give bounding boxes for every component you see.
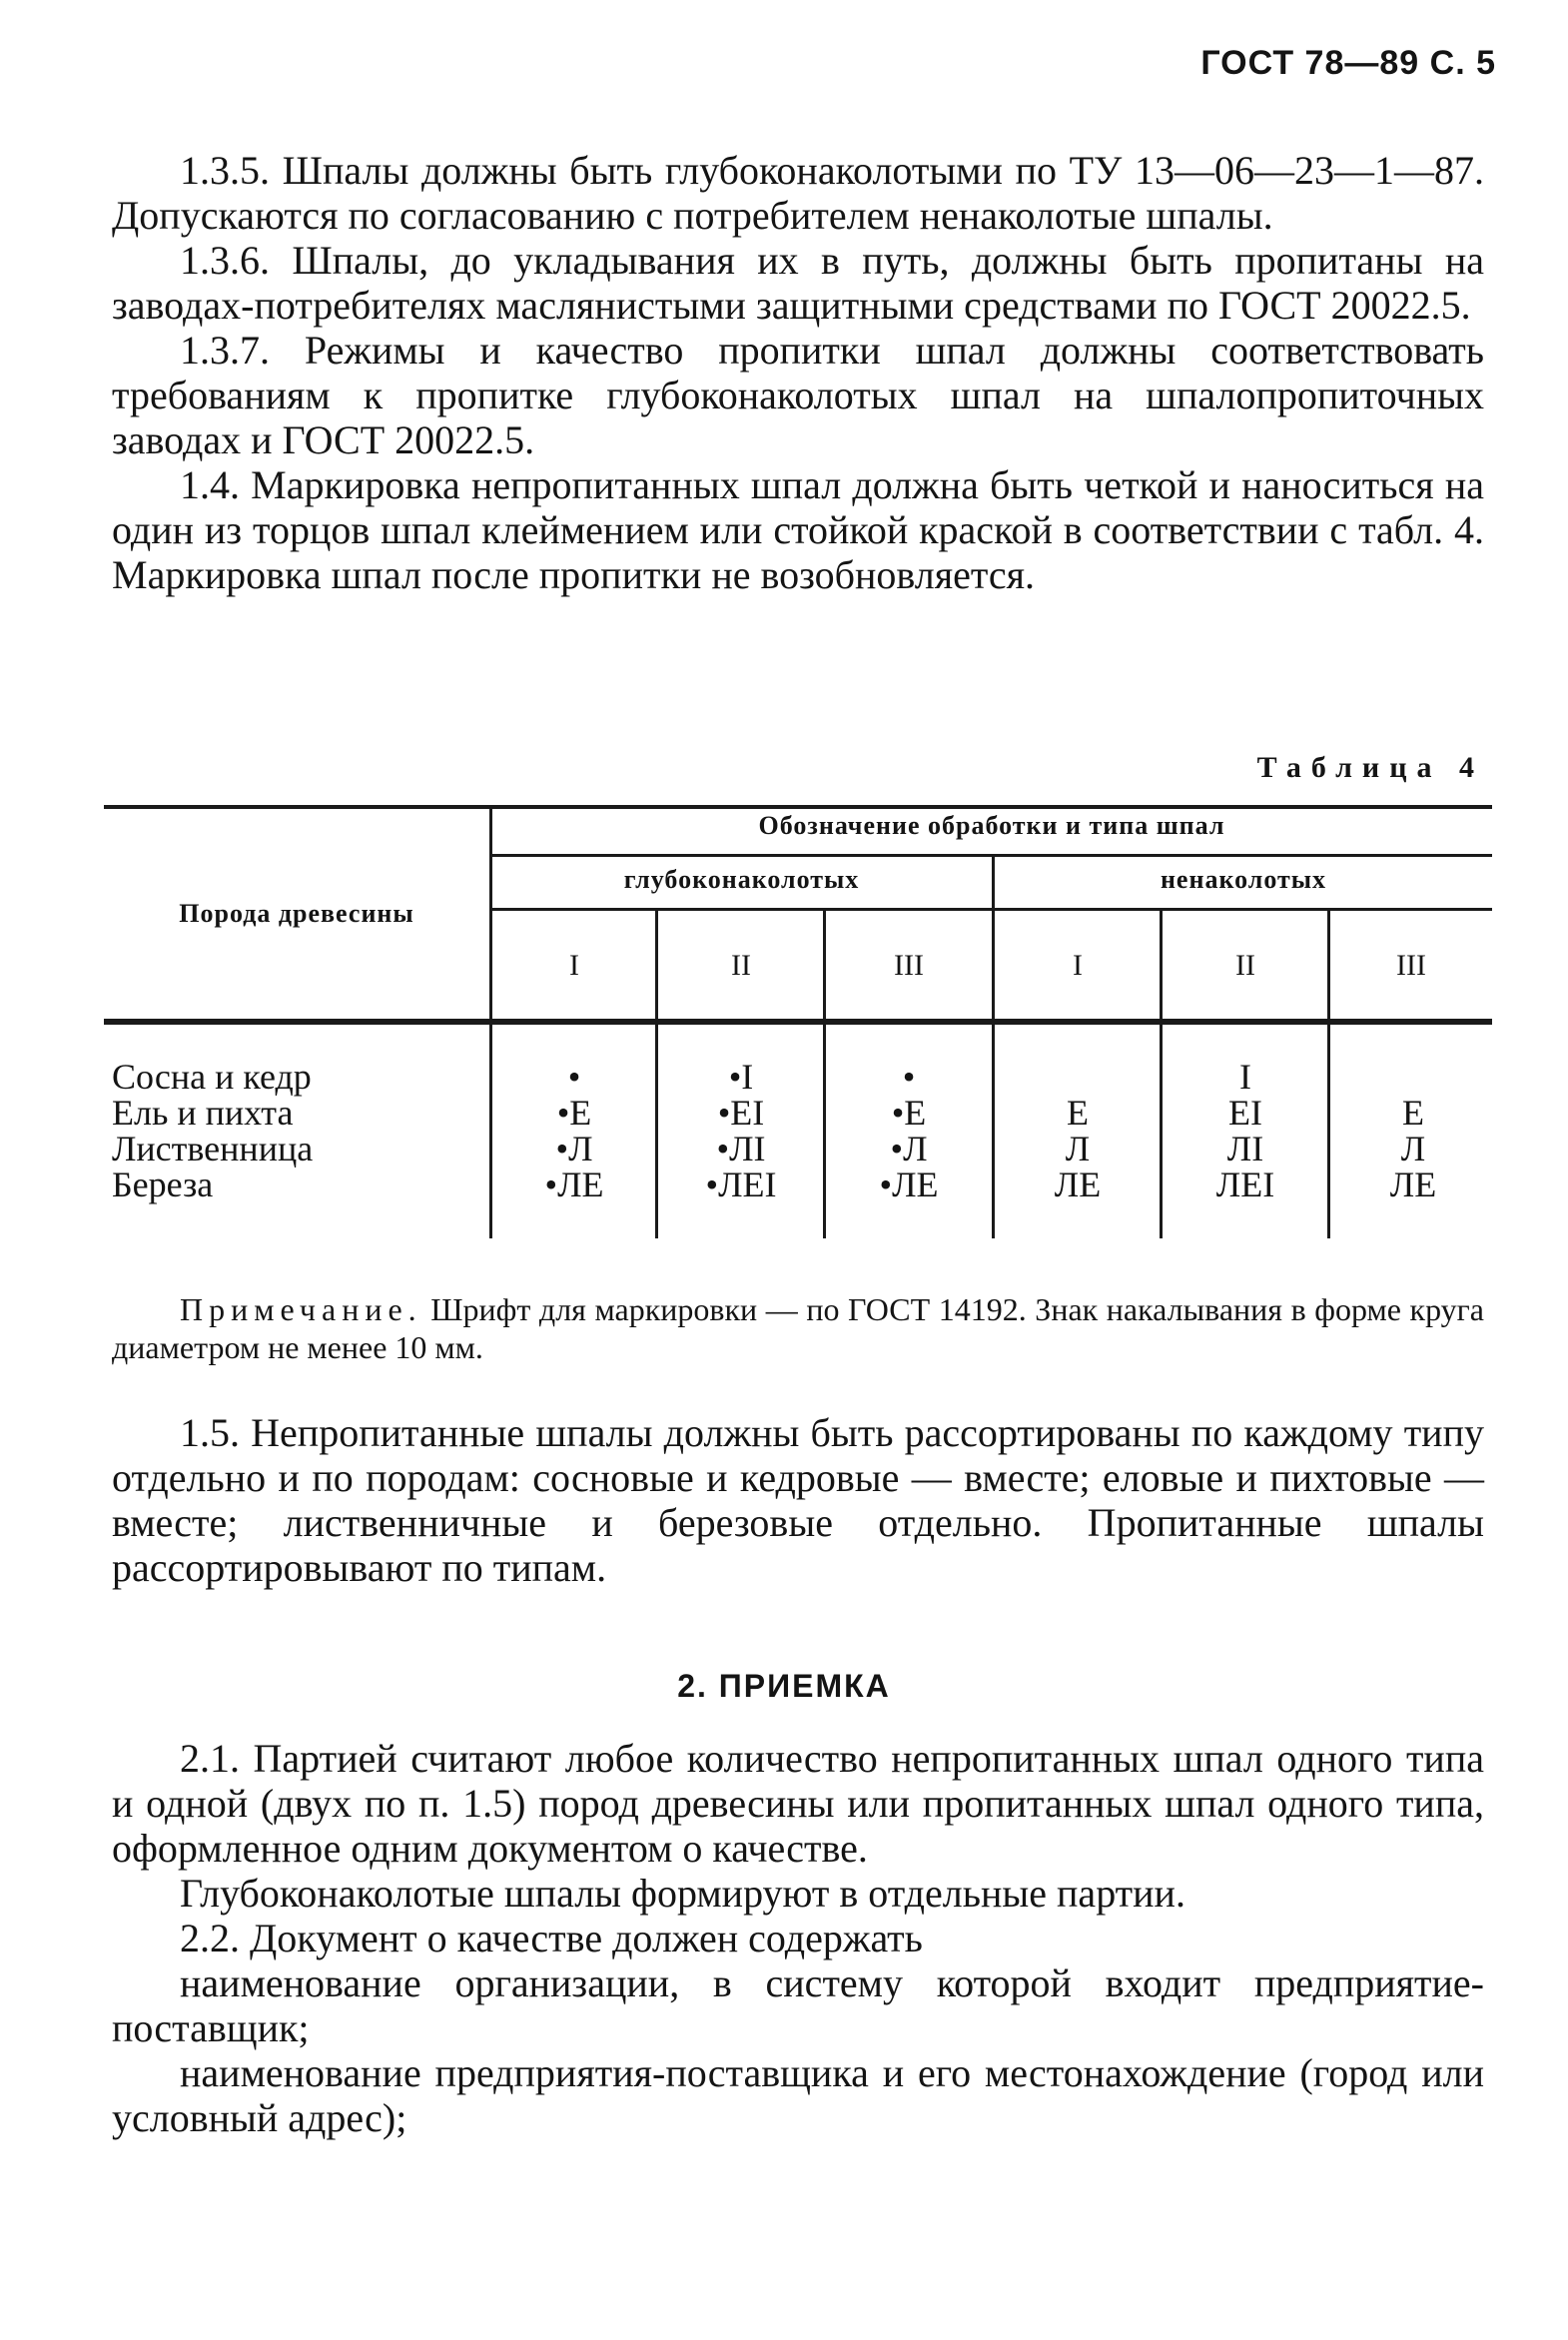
table-header-bottom-rule xyxy=(104,1019,1492,1025)
table-cell: • xyxy=(902,1057,916,1097)
table-cell: •ЛI xyxy=(716,1129,766,1169)
paragraph-1-3-7: 1.3.7. Режимы и качество пропитки шпал должны соответствовать требованиям к пропитке глубоконаколотых шпал на шпалопропиточных заводах и ГОСТ 20022.5. xyxy=(112,328,1484,462)
section-1-text-top xyxy=(112,148,1484,597)
table-cell: ЛЕ xyxy=(1389,1165,1437,1204)
paragraph-1-4: 1.4. Маркировка непропитанных шпал должна быть четкой и наноситься на один из торцов шпал клеймением или стойкой краской в соответствии с табл. 4. Маркировка шпал после пропитки не возобновляется. xyxy=(112,462,1484,597)
page-header-reference: ГОСТ 78—89 С. 5 xyxy=(1200,44,1496,82)
section-1-text-bottom xyxy=(112,1410,1484,1590)
table-row-species: Береза xyxy=(112,1165,214,1204)
table-cell: •I xyxy=(728,1057,754,1097)
table-cell: •Л xyxy=(890,1129,928,1169)
table-cell: Е xyxy=(1402,1093,1424,1133)
paragraph-1-3-5: 1.3.5. Шпалы должны быть глубоконаколотыми по ТУ 13—06—23—1—87. Допускаются по согласованию с потребителем ненаколотые шпалы. xyxy=(112,148,1484,238)
paragraph-2-1: 2.1. Партией считают любое количество непропитанных шпал одного типа и одной (двух по п. 1.5) пород древесины или пропитанных шпал одного типа, оформленное одним документом о качестве. xyxy=(112,1736,1484,1871)
table-cell: •ЛЕ xyxy=(879,1165,939,1204)
paragraph-2-1-b: Глубоконаколотые шпалы формируют в отдельные партии. xyxy=(180,1871,1185,1916)
table-cell: ЛI xyxy=(1226,1129,1264,1169)
table-type-deep-1: I xyxy=(569,949,579,982)
section-2-text xyxy=(112,1736,1484,2140)
table-cell: Е xyxy=(1067,1093,1089,1133)
table-cell: •ЕI xyxy=(717,1093,765,1133)
table-cell: • xyxy=(567,1057,581,1097)
table-cell: Л xyxy=(1400,1129,1426,1169)
table-header-species: Порода древесины xyxy=(179,899,414,928)
table-cell: Л xyxy=(1065,1129,1091,1169)
table-type-non-2: II xyxy=(1235,949,1255,982)
paragraph-2-2: 2.2. Документ о качестве должен содержать xyxy=(180,1916,923,1960)
table-row-species: Ель и пихта xyxy=(112,1093,294,1133)
paragraph-2-2-b: наименование предприятия-поставщика и его местонахождение (город или условный адрес); xyxy=(112,2050,1484,2140)
table-cell: •ЛЕI xyxy=(705,1165,777,1204)
table-4-caption: Таблица 4 xyxy=(1256,751,1484,784)
table-type-non-3: III xyxy=(1396,949,1426,982)
table-cell: ЛЕ xyxy=(1054,1165,1102,1204)
table-cell: ЕI xyxy=(1228,1093,1262,1133)
table-cell: •Е xyxy=(891,1093,927,1133)
note-text: Шрифт для маркировки — по ГОСТ 14192. Знак накалывания в форме круга диаметром не менее 10 мм. xyxy=(112,1291,1484,1365)
table-cell: •Л xyxy=(555,1129,593,1169)
section-2-title: 2. ПРИЕМКА xyxy=(677,1668,891,1704)
paragraph-1-3-6: 1.3.6. Шпалы, до укладывания их в путь, должны быть пропитаны на заводах-потребителях маслянистыми защитными средствами по ГОСТ 20022.5. xyxy=(112,238,1484,328)
paragraph-1-5: 1.5. Непропитанные шпалы должны быть рассортированы по каждому типу отдельно и по породам: сосновые и кедровые — вместе; еловые и пихтовые — вместе; лиственничные и березовые отдельно. Пропитанные шпалы рассортировывают по типам. xyxy=(112,1410,1484,1590)
table-header-main: Обозначение обработки и типа шпал xyxy=(758,811,1225,840)
paragraph-2-2-a: наименование организации, в систему которой входит предприятие-поставщик; xyxy=(112,1960,1484,2050)
note-label: Примечание. xyxy=(180,1291,422,1327)
table-4-note xyxy=(112,1290,1484,1366)
table-type-deep-3: III xyxy=(894,949,924,982)
table-cell: •ЛЕ xyxy=(544,1165,604,1204)
table-cell: ЛЕI xyxy=(1215,1165,1275,1204)
table-row-species: Сосна и кедр xyxy=(112,1057,312,1097)
table-header-group-deep: глубоконаколотых xyxy=(623,865,860,894)
table-row-species: Лиственница xyxy=(112,1129,314,1169)
table-cell: •Е xyxy=(556,1093,592,1133)
table-cell: I xyxy=(1239,1057,1251,1097)
table-type-deep-2: II xyxy=(731,949,751,982)
table-header-group-non: ненаколотых xyxy=(1160,865,1327,894)
table-type-non-1: I xyxy=(1073,949,1083,982)
table-top-rule xyxy=(104,805,1492,809)
